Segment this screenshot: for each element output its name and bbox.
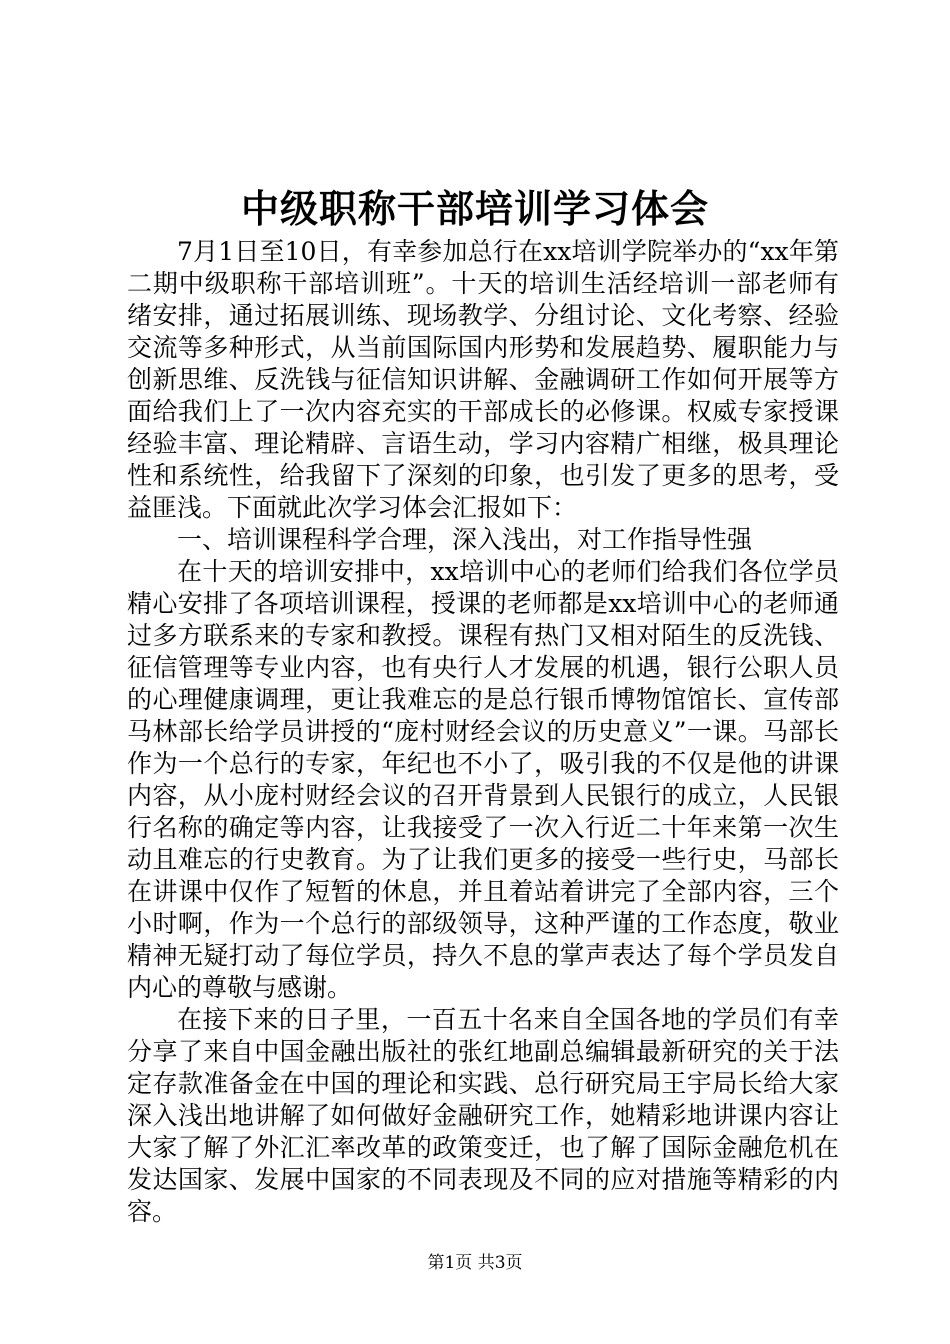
paragraph-intro: 7月1日至10日，有幸参加总行在xx培训学院举办的“xx年第二期中级职称干部培训班”。十天的培训生活经培训一部老师有绪安排，通过拓展训练、现场教学、分组讨论、文化考察、经验交流等多种形式，从当前国际国内形势和发展趋势、履职能力与创新思维、反洗钱与征信知识讲解、金融调研工作如何开展等方面给我们上了一次内容充实的干部成长的必修课。权威专家授课经验丰富、理论精辟、言语生动，学习内容精广相继，极具理论性和系统性，给我留下了深刻的印象，也引发了更多的思考，受益匪浅。下面就此次学习体会汇报如下： (127, 237, 839, 522)
document-body (127, 236, 839, 1228)
document-title: 中级职称干部培训学习体会 (240, 186, 709, 231)
paragraph-following-days: 在接下来的日子里，一百五十名来自全国各地的学员们有幸分享了来自中国金融出版社的张红地副总编辑最新研究的关于法定存款准备金在中国的理论和实践、总行研究局王宇局长给大家深入浅出地讲解了如何做好金融研究工作，她精彩地讲课内容让大家了解了外汇汇率改革的政策变迁，也了解了国际金融危机在发达国家、发展中国家的不同表现及不同的应对措施等精彩的内容。 (127, 1005, 839, 1226)
paragraph-training-courses: 在十天的培训安排中，xx培训中心的老师们给我们各位学员精心安排了各项培训课程，授课的老师都是xx培训中心的老师通过多方联系来的专家和教授。课程有热门又相对陌生的反洗钱、征信管理等专业内容，也有央行人才发展的机遇，银行公职人员的心理健康调理，更让我难忘的是总行银币博物馆馆长、宣传部马林部长给学员讲授的“庞村财经会议的历史意义”一课。马部长作为一个总行的专家，年纪也不小了，吸引我的不仅是他的讲课内容，从小庞村财经会议的召开背景到人民银行的成立，人民银行名称的确定等内容，让我接受了一次入行近二十年来第一次生动且难忘的行史教育。为了让我们更多的接受一些行史，马部长在讲课中仅作了短暂的休息，并且着站着讲完了全部内容，三个小时啊，作为一个总行的部级领导，这种严谨的工作态度，敬业精神无疑打动了每位学员，持久不息的掌声表达了每个学员发自内心的尊敬与感谢。 (127, 557, 839, 1002)
section-heading: 一、培训课程科学合理，深入浅出，对工作指导性强 (177, 525, 753, 554)
page-number-footer: 第1页 共3页 (427, 1253, 523, 1273)
